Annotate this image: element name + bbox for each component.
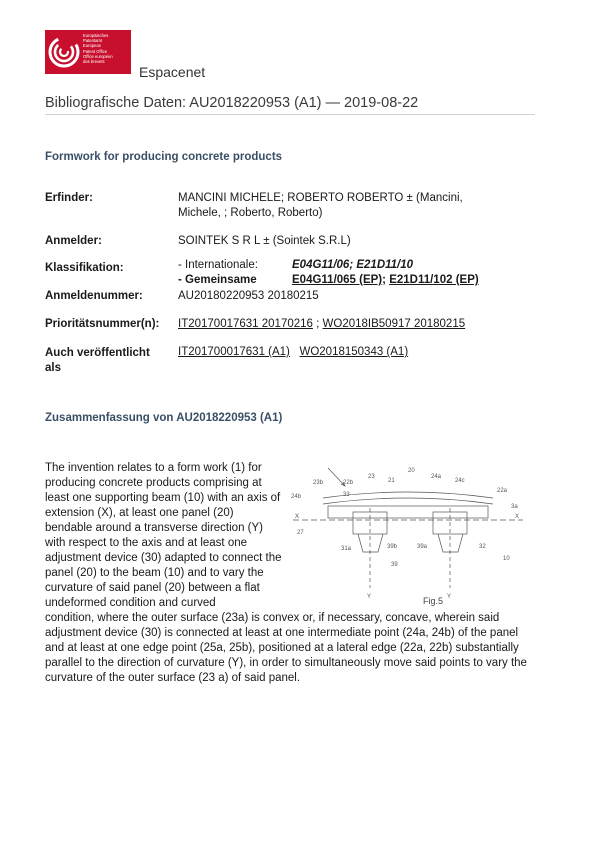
priority-label: Prioritätsnummer(n): (45, 318, 160, 330)
class-common-link-2[interactable]: E21D11/102 (EP) (389, 274, 479, 286)
document-title: Formwork for producing concrete products (45, 151, 283, 163)
brand-name: Espacenet (139, 64, 206, 80)
abstract-heading: Zusammenfassung von AU2018220953 (A1) (45, 412, 283, 424)
class-common-values: E04G11/065 (EP); E21D11/102 (EP) (292, 274, 479, 286)
svg-text:24b: 24b (291, 494, 302, 500)
svg-text:Y: Y (367, 594, 372, 600)
svg-text:24a: 24a (431, 474, 442, 480)
inventor-value: MANCINI MICHELE; ROBERTO ROBERTO ± (Mancini, Michele, ; Roberto, Roberto) (178, 192, 463, 219)
svg-text:39b: 39b (387, 544, 398, 550)
title-divider (45, 114, 535, 115)
formwork-drawing (283, 448, 533, 610)
epo-logo-icon (45, 30, 83, 74)
figure-caption: Fig.5 (423, 596, 444, 606)
class-common-link-1[interactable]: E04G11/065 (EP) (292, 274, 383, 286)
svg-text:32: 32 (479, 544, 486, 550)
svg-text:Y: Y (447, 594, 452, 600)
applicant-label: Anmelder: (45, 235, 102, 247)
epo-logo (45, 30, 131, 74)
svg-text:3a: 3a (511, 504, 518, 510)
priority-link-2[interactable]: WO2018IB50917 20180215 (322, 318, 466, 330)
also-published-values (178, 345, 408, 360)
svg-text:23b: 23b (313, 480, 324, 486)
svg-text:21: 21 (388, 478, 395, 484)
svg-text:27: 27 (297, 530, 304, 536)
svg-text:31a: 31a (341, 546, 352, 552)
inventor-label: Erfinder: (45, 192, 93, 204)
svg-text:X: X (515, 514, 520, 520)
also-published-label: Auch veröffentlicht als (45, 347, 150, 374)
classification-label: Klassifikation: (45, 262, 124, 274)
priority-link-1[interactable]: IT20170017631 20170216 (178, 318, 313, 330)
patent-figure (283, 448, 533, 610)
svg-text:X: X (295, 514, 300, 520)
application-number-label: Anmeldenummer: (45, 290, 143, 302)
applicant-value: SOINTEK S R L ± (Sointek S.R.L) (178, 235, 351, 247)
svg-text:39: 39 (391, 562, 398, 568)
svg-text:24c: 24c (455, 478, 465, 484)
logo-text: Europäisches Patentamt European Patent Office Office européen des brevets (83, 33, 113, 65)
application-number-value: AU20180220953 20180215 (178, 290, 319, 302)
page-title: Bibliografische Daten: AU2018220953 (A1) ― 2019-08-22 (45, 95, 419, 111)
class-common-label: - Gemeinsame (178, 274, 257, 286)
also-published-link-1[interactable]: IT201700017631 (A1) (178, 346, 290, 358)
abstract-full-text: condition, where the outer surface (23a) is convex or, if necessary, concave, wherein said adjustment device (30) is connected at least at one intermediate point (24a, 24b) of the panel and at least at one edge point (25a, 25b), positioned at a lateral edge (22a, 22b) substantially parallel to the direction of curvature (Y), in order to simultaneously move said points to vary the curvature of the outer surface (23 a) of said panel. (45, 612, 527, 684)
svg-text:22b: 22b (343, 480, 354, 486)
class-international-label: - Internationale: (178, 259, 258, 271)
svg-text:39a: 39a (417, 544, 428, 550)
class-international-value: E04G11/06; E21D11/10 (292, 259, 414, 271)
svg-text:20: 20 (408, 468, 415, 474)
priority-values: IT20170017631 20170216 ; WO2018IB50917 20180215 (178, 318, 466, 330)
svg-text:33: 33 (343, 492, 350, 498)
also-published-link-2[interactable]: WO2018150343 (A1) (299, 346, 409, 358)
svg-text:22a: 22a (497, 488, 508, 494)
svg-text:10: 10 (503, 556, 510, 562)
abstract-wrap-text: The invention relates to a form work (1) for producing concrete products comprising at least one supporting beam (10) with an axis of extension (X), at least one panel (20) bendable around a transverse direction (Y) with respect to the axis and at least one adjustment device (30) adapted to connect the panel (20) to the beam (10) and to vary the curvature of said panel (20) between a flat undeformed condition and curved (45, 462, 282, 609)
svg-text:23: 23 (368, 474, 375, 480)
